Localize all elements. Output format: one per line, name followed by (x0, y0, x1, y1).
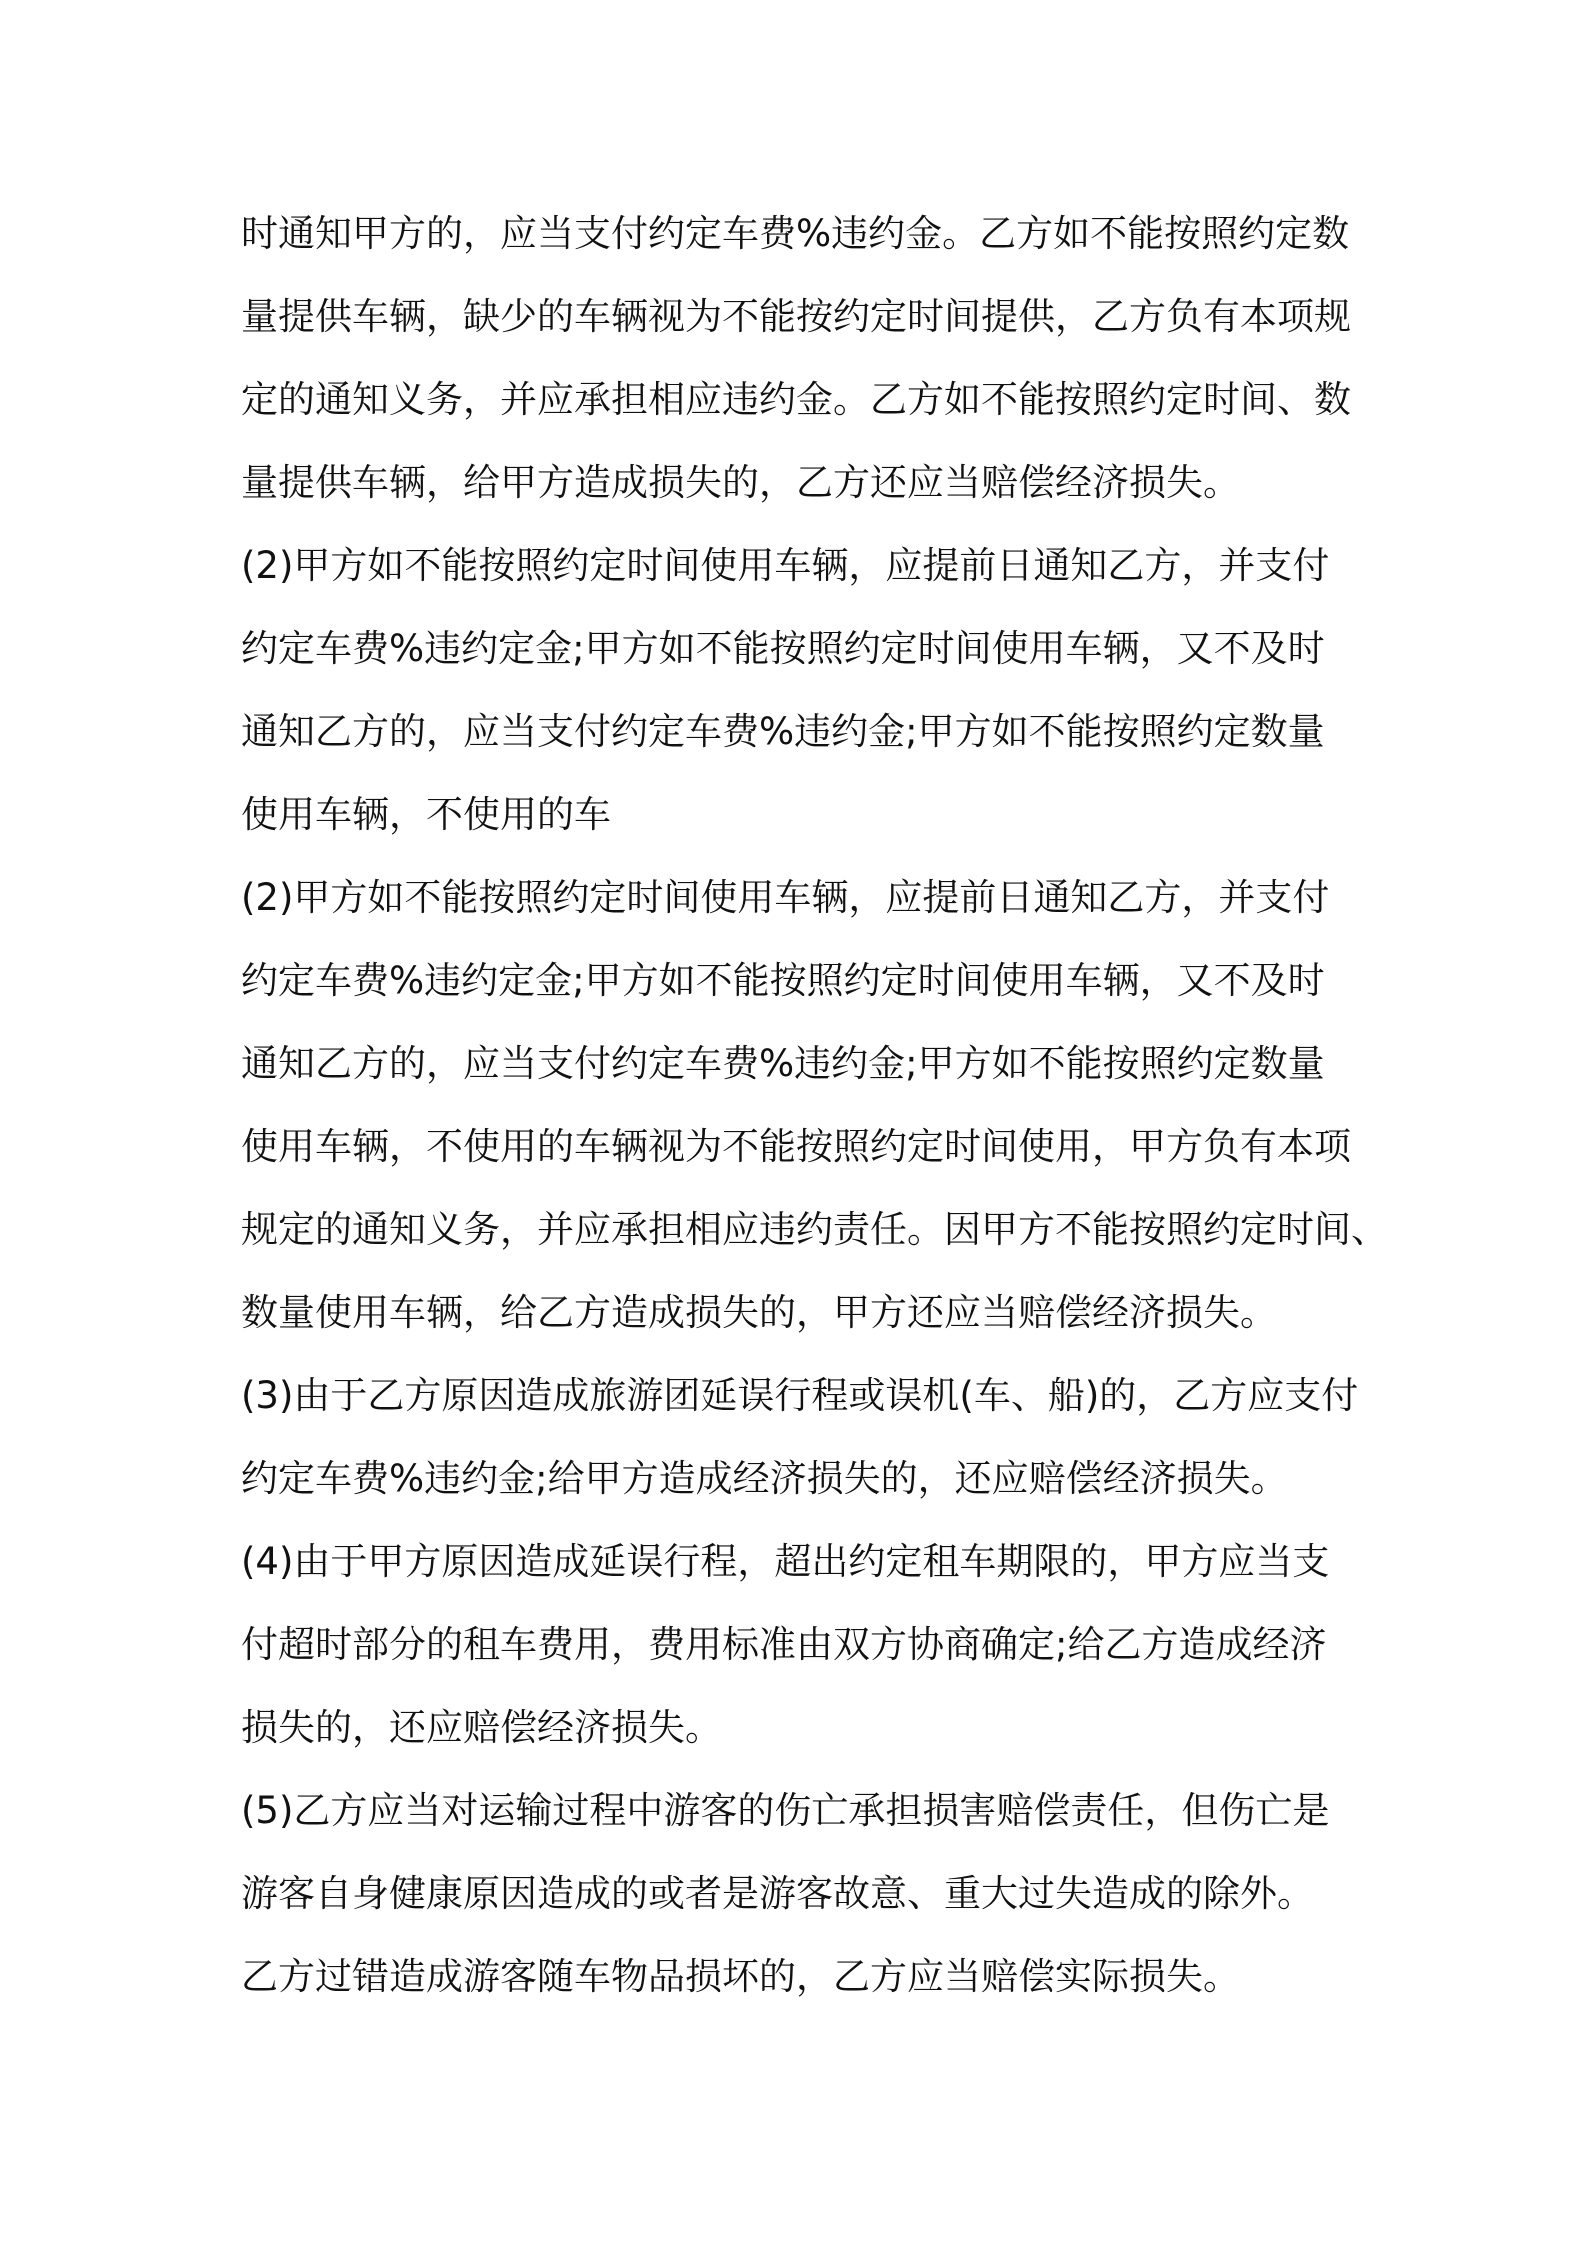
text-line: 损失的，还应赔偿经济损失。 (241, 1706, 722, 1749)
text-line: 通知乙方的，应当支付约定车费%违约金;甲方如不能按照约定数量 (241, 710, 1325, 753)
text-line: (3)由于乙方原因造成旅游团延误行程或误机(车、船)的，乙方应支付 (241, 1374, 1359, 1417)
text-line: 乙方过错造成游客随车物品损坏的，乙方应当赔偿实际损失。 (241, 1955, 1240, 1998)
text-line: (5)乙方应当对运输过程中游客的伤亡承担损害赔偿责任，但伤亡是 (241, 1789, 1330, 1832)
text-line: 约定车费%违约定金;甲方如不能按照约定时间使用车辆，又不及时 (241, 627, 1325, 670)
text-line: 规定的通知义务，并应承担相应违约责任。因甲方不能按照约定时间、 (241, 1208, 1388, 1251)
text-line: 付超时部分的租车费用，费用标准由双方协商确定;给乙方造成经济 (241, 1623, 1327, 1666)
text-line: 使用车辆，不使用的车辆视为不能按照约定时间使用，甲方负有本项 (241, 1125, 1351, 1168)
text-line: 量提供车辆，给甲方造成损失的，乙方还应当赔偿经济损失。 (241, 461, 1240, 504)
text-line: 通知乙方的，应当支付约定车费%违约金;甲方如不能按照约定数量 (241, 1042, 1325, 1085)
text-line: 使用车辆，不使用的车 (241, 793, 611, 836)
text-line: (2)甲方如不能按照约定时间使用车辆，应提前日通知乙方，并支付 (241, 544, 1330, 587)
text-line: 游客自身健康原因造成的或者是游客故意、重大过失造成的除外。 (241, 1872, 1314, 1915)
text-line: 约定车费%违约金;给甲方造成经济损失的，还应赔偿经济损失。 (241, 1457, 1288, 1500)
document-body (241, 192, 1388, 2018)
text-line: 约定车费%违约定金;甲方如不能按照约定时间使用车辆，又不及时 (241, 959, 1325, 1002)
text-line: (4)由于甲方原因造成延误行程，超出约定租车期限的，甲方应当支 (241, 1540, 1330, 1583)
text-line: 定的通知义务，并应承担相应违约金。乙方如不能按照约定时间、数 (241, 378, 1351, 421)
text-line: 时通知甲方的，应当支付约定车费%违约金。乙方如不能按照约定数 (241, 212, 1350, 255)
text-line: 量提供车辆，缺少的车辆视为不能按约定时间提供，乙方负有本项规 (241, 295, 1351, 338)
text-line: (2)甲方如不能按照约定时间使用车辆，应提前日通知乙方，并支付 (241, 876, 1330, 919)
text-line: 数量使用车辆，给乙方造成损失的，甲方还应当赔偿经济损失。 (241, 1291, 1277, 1334)
